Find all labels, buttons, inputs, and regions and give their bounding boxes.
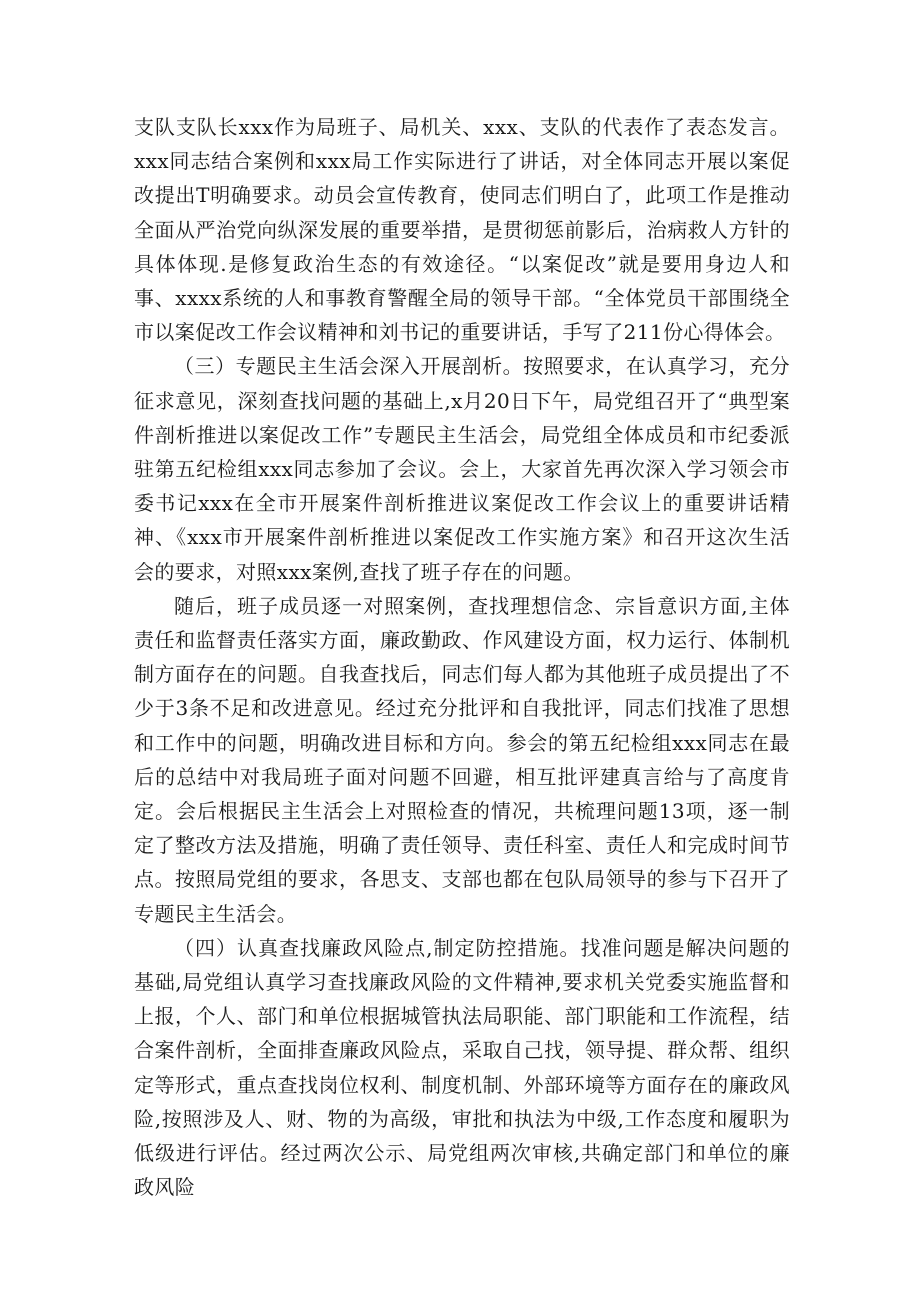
document-body	[134, 110, 790, 1205]
paragraph-section-four: （四）认真查找廉政风险点,制定防控措施。找准问题是解决问题的基础,局党组认真学习查找廉政风险的文件精神,要求机关党委实施监督和上报，个人、部门和单位根据城管执法局职能、部门职能和工作流程，结合案件剖析，全面排查廉政风险点，采取自己找，领导提、群众帮、组织定等形式，重点查找岗位权利、制度机制、外部环境等方面存在的廉政风险,按照涉及人、财、物的为高级，审批和执法为中级,工作态度和履职为低级进行评估。经过两次公示、局党组两次审核,共确定部门和单位的廉政风险	[134, 935, 790, 1200]
paragraph-continuation: 支队支队长xxx作为局班子、局机关、xxx、支队的代表作了表态发言。xxx同志结合案例和xxx局工作实际进行了讲话，对全体同志开展以案促改提出T明确要求。动员会宣传教育，使同志们明白了，此项工作是推动全面从严治党向纵深发展的重要举措，是贯彻惩前影后，治病救人方针的具体体现.是修复政治生态的有效途径。“以案促改”就是要用身边人和事、xxxx系统的人和事教育警醒全局的领导干部。“全体党员干部围绕全市以案促改工作会议精神和刘书记的重要讲话，手写了211份心得体会。	[134, 115, 790, 345]
paragraph-section-three: （三）专题民主生活会深入开展剖析。按照要求，在认真学习，充分征求意见，深刻查找问题的基础上,x月20日下午，局党组召开了“典型案件剖析推进以案促改工作”专题民主生活会，局党组全体成员和市纪委派驻第五纪检组xxx同志参加了会议。会上，大家首先再次深入学习领会市委书记xxx在全市开展案件剖析推进议案促改工作会议上的重要讲话精神、《xxx市开展案件剖析推进以案促改工作实施方案》和召开这次生活会的要求，对照xxx案例,查找了班子存在的问题。	[134, 354, 790, 584]
paragraph-follow-up: 随后，班子成员逐一对照案例，查找理想信念、宗旨意识方面,主体责任和监督责任落实方面，廉政勤政、作风建设方面，权力运行、体制机制方面存在的问题。自我查找后，同志们每人都为其他班子成员提出了不少于3条不足和改进意见。经过充分批评和自我批评，同志们找准了思想和工作中的问题，明确改进目标和方向。参会的第五纪检组xxx同志在最后的总结中对我局班子面对问题不回避，相互批评建真言给与了高度肯定。会后根据民主生活会上对照检查的情况，共梳理问题13项，逐一制定了整改方法及措施，明确了责任领导、责任科室、责任人和完成时间节点。按照局党组的要求，各思支、支部也都在包队局领导的参与下召开了专题民主生活会。	[134, 593, 790, 926]
